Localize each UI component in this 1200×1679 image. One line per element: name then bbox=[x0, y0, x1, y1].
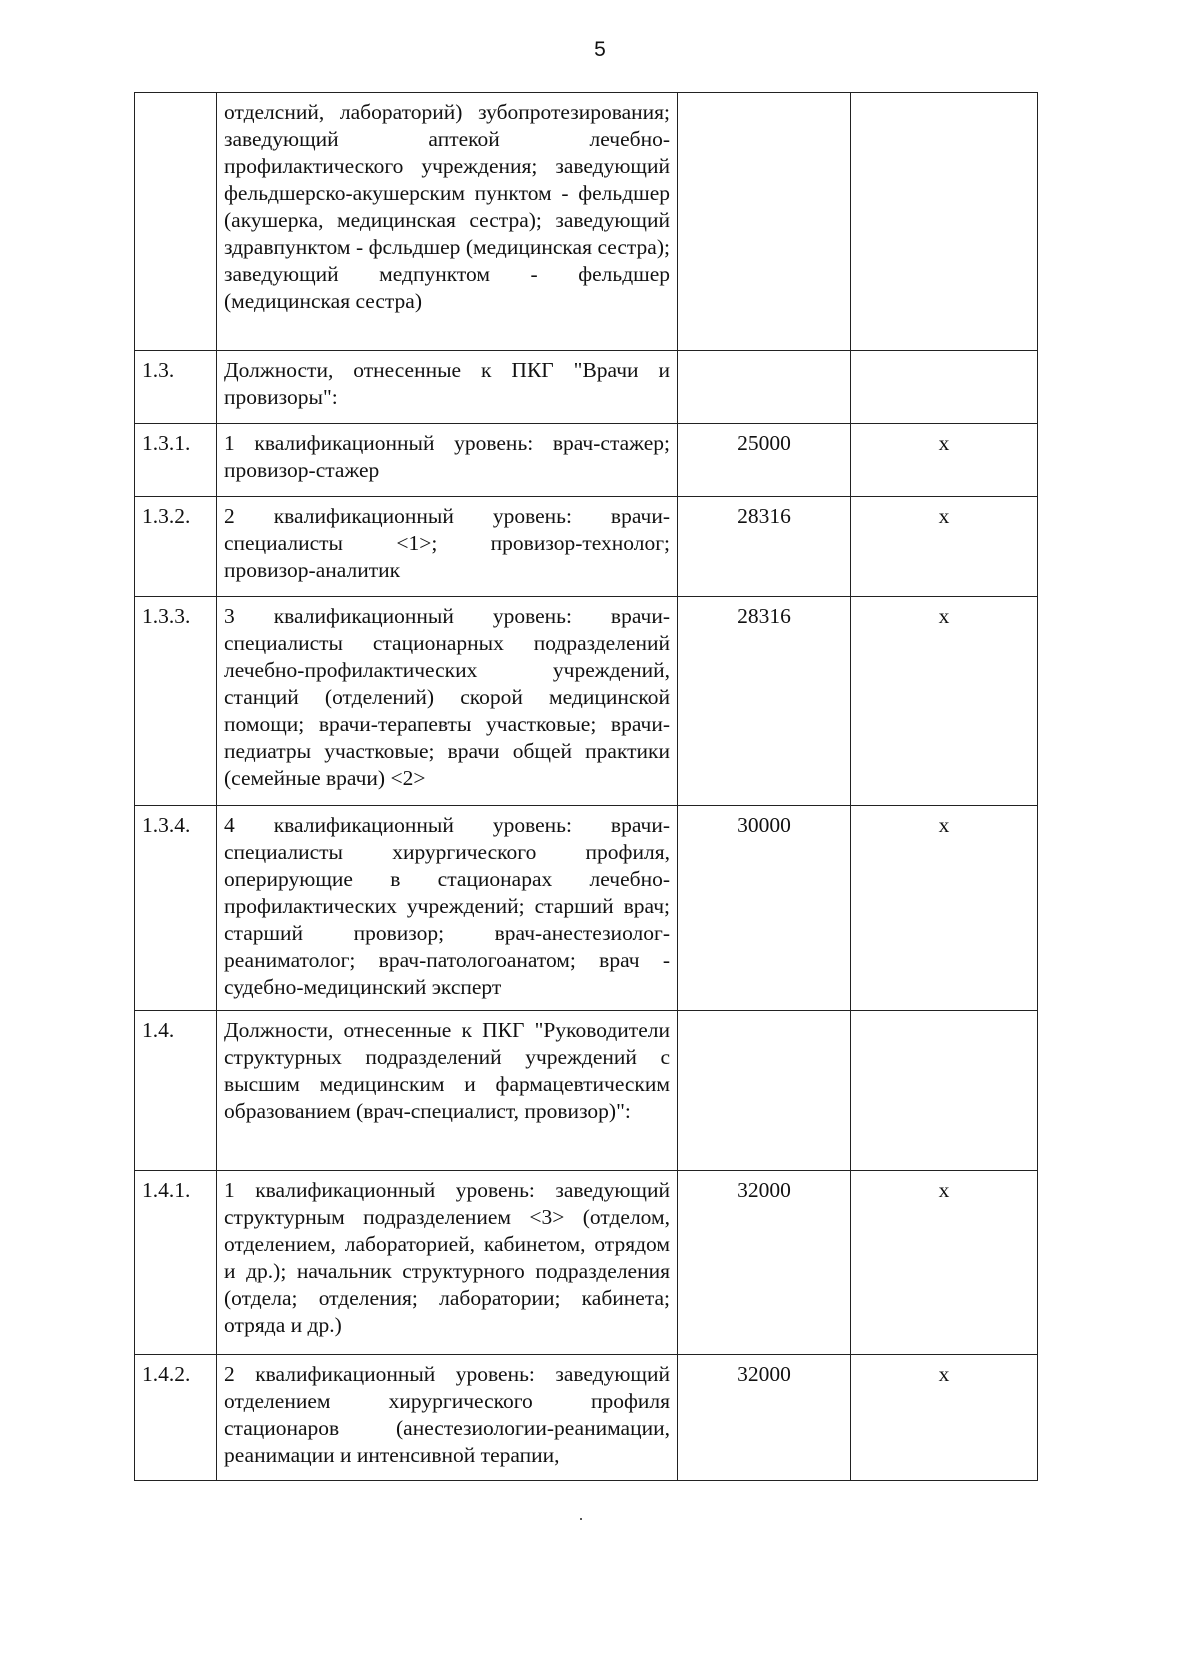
base-salary: 28316 bbox=[678, 497, 851, 597]
position-name: 1 квалификационный уровень: заведующий структурным подразделением <3> (отделом, отделением, лабораторией, кабинетом, отрядом и др.); начальник структурного подразделения (отдела; отделения; лаборатории; кабинета; отряда и др.) bbox=[217, 1171, 678, 1355]
base-salary bbox=[678, 93, 851, 351]
base-salary: 30000 bbox=[678, 806, 851, 1011]
coefficient: x bbox=[851, 597, 1038, 806]
base-salary bbox=[678, 351, 851, 424]
row-number: 1.4.2. bbox=[135, 1355, 217, 1481]
position-name: отделсний, лабораторий) зубопротезирования; заведующий аптекой лечебно-профилактического учреждения; заведующий фельдшерско-акушерским пунктом - фельдшер (акушерка, медицинская сестра); заведующий здравпунктом - фсльдшер (медицинская сестра); заведующий медпунктом - фельдшер (медицинская сестра) bbox=[217, 93, 678, 351]
coefficient: x bbox=[851, 1171, 1038, 1355]
base-salary bbox=[678, 1011, 851, 1171]
coefficient: x bbox=[851, 424, 1038, 497]
table-row bbox=[135, 351, 1038, 424]
coefficient bbox=[851, 93, 1038, 351]
page-number: 5 bbox=[594, 38, 606, 61]
row-number: 1.4. bbox=[135, 1011, 217, 1171]
position-name: Должности, отнесенные к ПКГ "Врачи и провизоры": bbox=[217, 351, 678, 424]
base-salary: 28316 bbox=[678, 597, 851, 806]
row-number: 1.3.3. bbox=[135, 597, 217, 806]
position-name: Должности, отнесенные к ПКГ "Руководители структурных подразделений учреждений с высшим медицинским и фармацевтическим образованием (врач-специалист, провизор)": bbox=[217, 1011, 678, 1171]
position-name: 4 квалификационный уровень: врачи-специалисты хирургического профиля, оперирующие в стационарах лечебно-профилактических учреждений; старший врач; старший провизор; врач-анестезиолог-реаниматолог; врач-патологоанатом; врач - судебно-медицинский эксперт bbox=[217, 806, 678, 1011]
row-number: 1.3.1. bbox=[135, 424, 217, 497]
table-row bbox=[135, 93, 1038, 351]
table-row bbox=[135, 806, 1038, 1011]
position-name: 3 квалификационный уровень: врачи-специалисты стационарных подразделений лечебно-профилактических учреждений, станций (отделений) скорой медицинской помощи; врачи-терапевты участковые; врачи-педиатры участковые; врачи общей практики (семейные врачи) <2> bbox=[217, 597, 678, 806]
row-number: 1.3.4. bbox=[135, 806, 217, 1011]
table-row bbox=[135, 1171, 1038, 1355]
row-number: 1.3. bbox=[135, 351, 217, 424]
coefficient: x bbox=[851, 806, 1038, 1011]
table-row bbox=[135, 497, 1038, 597]
coefficient: x bbox=[851, 497, 1038, 597]
coefficient bbox=[851, 351, 1038, 424]
coefficient bbox=[851, 1011, 1038, 1171]
row-number bbox=[135, 93, 217, 351]
base-salary: 32000 bbox=[678, 1171, 851, 1355]
row-number: 1.4.1. bbox=[135, 1171, 217, 1355]
position-name: 2 квалификационный уровень: врачи-специалисты <1>; провизор-технолог; провизор-аналитик bbox=[217, 497, 678, 597]
coefficient: x bbox=[851, 1355, 1038, 1481]
table-row bbox=[135, 1011, 1038, 1171]
salary-table bbox=[134, 92, 1038, 1481]
position-name: 2 квалификационный уровень: заведующий отделением хирургического профиля стационаров (анестезиологии-реанимации, реанимации и интенсивной терапии, bbox=[217, 1355, 678, 1481]
table-row bbox=[135, 1355, 1038, 1481]
row-number: 1.3.2. bbox=[135, 497, 217, 597]
base-salary: 25000 bbox=[678, 424, 851, 497]
table-row bbox=[135, 597, 1038, 806]
position-name: 1 квалификационный уровень: врач-стажер; провизор-стажер bbox=[217, 424, 678, 497]
base-salary: 32000 bbox=[678, 1355, 851, 1481]
footer-dot bbox=[580, 1518, 582, 1520]
table-row bbox=[135, 424, 1038, 497]
